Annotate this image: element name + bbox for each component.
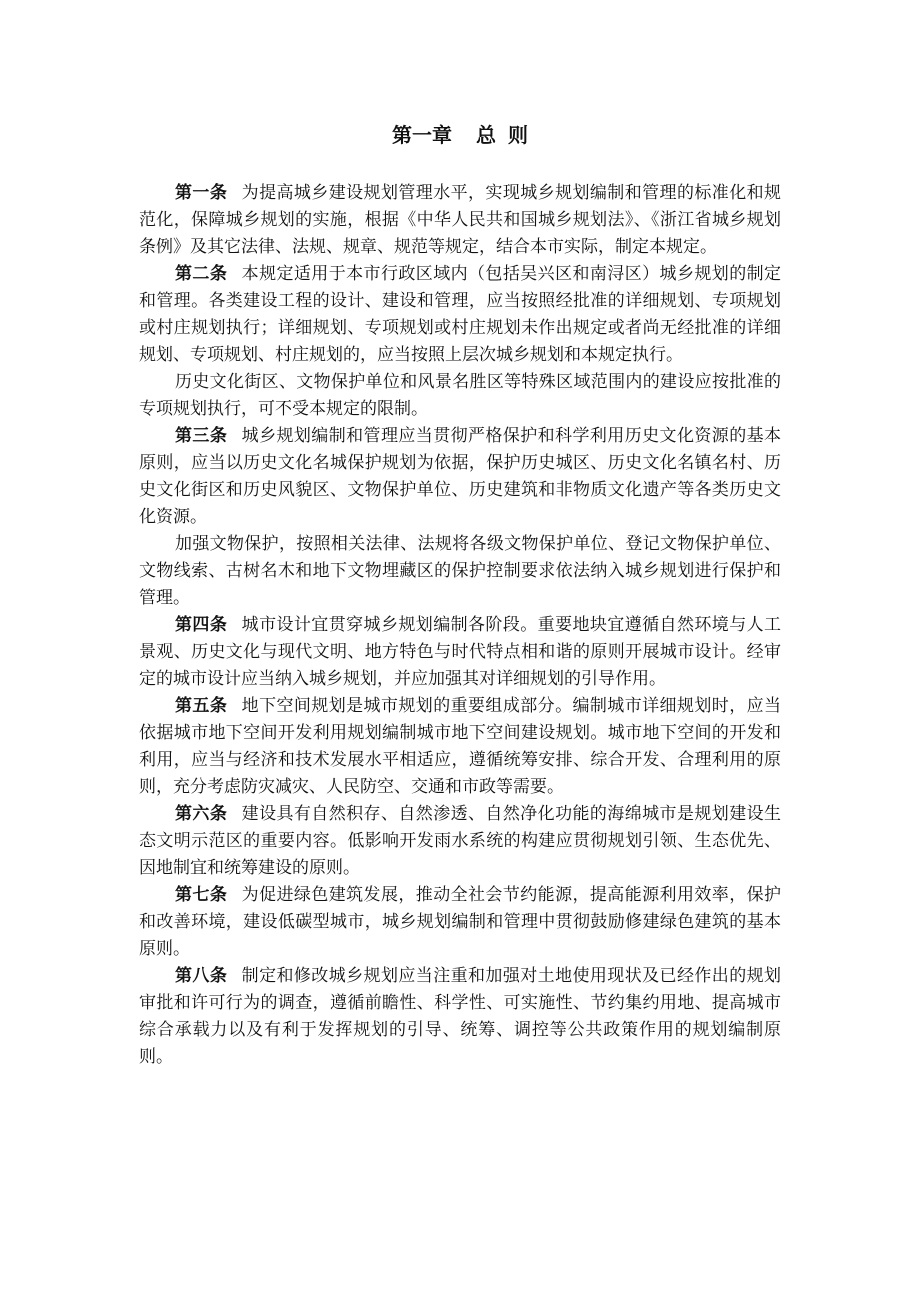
article-label: 第八条 (175, 966, 228, 986)
article-text: 历史文化街区、文物保护单位和风景名胜区等特殊区域范围内的建设应按批准的专项规划执行，可不受本规定的限制。 (139, 372, 781, 419)
article-6 (139, 801, 781, 882)
article-3 (139, 423, 781, 531)
article-text: 为促进绿色建筑发展，推动全社会节约能源，提高能源利用效率，保护和改善环境，建设低碳型城市，城乡规划编制和管理中贯彻鼓励修建绿色建筑的基本原则。 (139, 885, 782, 959)
article-label: 第七条 (175, 885, 228, 905)
article-text: 建设具有自然积存、自然渗透、自然净化功能的海绵城市是规划建设生态文明示范区的重要内容。低影响开发雨水系统的构建应贯彻规划引领、生态优先、因地制宜和统筹建设的原则。 (139, 804, 782, 878)
article-label: 第六条 (175, 804, 228, 824)
article-text: 地下空间规划是城市规划的重要组成部分。编制城市详细规划时，应当依据城市地下空间开发利用规划编制城市地下空间建设规划。城市地下空间的开发和利用，应当与经济和技术发展水平相适应，遵循统筹安排、综合开发、合理利用的原则，充分考虑防灾减灾、人民防空、交通和市政等需要。 (139, 696, 782, 797)
article-4 (139, 612, 781, 693)
document-body (139, 180, 781, 1071)
article-label: 第二条 (175, 264, 228, 284)
article-label: 第五条 (175, 696, 228, 716)
article-5 (139, 693, 781, 801)
article-label: 第一条 (175, 183, 228, 203)
article-2 (139, 261, 781, 369)
chapter-title-word-1: 总 (476, 123, 496, 147)
chapter-title-word-2: 则 (508, 123, 528, 147)
article-text: 为提高城乡建设规划管理水平，实现城乡规划编制和管理的标准化和规范化，保障城乡规划的实施，根据《中华人民共和国城乡规划法》、《浙江省城乡规划条例》及其它法律、法规、规章、规范等规定，结合本市实际，制定本规定。 (139, 183, 782, 257)
article-text: 制定和修改城乡规划应当注重和加强对土地使用现状及已经作出的规划审批和许可行为的调查，遵循前瞻性、科学性、可实施性、节约集约用地、提高城市综合承载力以及有利于发挥规划的引导、统筹、调控等公共政策作用的规划编制原则。 (139, 966, 782, 1067)
chapter-title (0, 120, 920, 150)
article-label: 第四条 (175, 615, 228, 635)
article-text: 城乡规划编制和管理应当贯彻严格保护和科学利用历史文化资源的基本原则，应当以历史文化名城保护规划为依据，保护历史城区、历史文化名镇名村、历史文化街区和历史风貌区、文物保护单位、历史建筑和非物质文化遗产等各类历史文化资源。 (139, 426, 782, 527)
article-3-paragraph-2 (139, 531, 781, 612)
chapter-title-number: 第一章 (392, 123, 452, 147)
article-1 (139, 180, 781, 261)
article-text: 本规定适用于本市行政区域内（包括吴兴区和南浔区）城乡规划的制定和管理。各类建设工程的设计、建设和管理，应当按照经批准的详细规划、专项规划或村庄规划执行；详细规划、专项规划或村庄规划未作出规定或者尚无经批准的详细规划、专项规划、村庄规划的，应当按照上层次城乡规划和本规定执行。 (139, 264, 782, 365)
article-2-paragraph-2 (139, 369, 781, 423)
article-8 (139, 963, 781, 1071)
article-7 (139, 882, 781, 963)
article-label: 第三条 (175, 426, 228, 446)
article-text: 城市设计宜贯穿城乡规划编制各阶段。重要地块宜遵循自然环境与人工景观、历史文化与现代文明、地方特色与时代特点相和谐的原则开展城市设计。经审定的城市设计应当纳入城乡规划，并应加强其对详细规划的引导作用。 (139, 615, 782, 689)
article-text: 加强文物保护，按照相关法律、法规将各级文物保护单位、登记文物保护单位、文物线索、古树名木和地下文物埋藏区的保护控制要求依法纳入城乡规划进行保护和管理。 (139, 534, 781, 608)
